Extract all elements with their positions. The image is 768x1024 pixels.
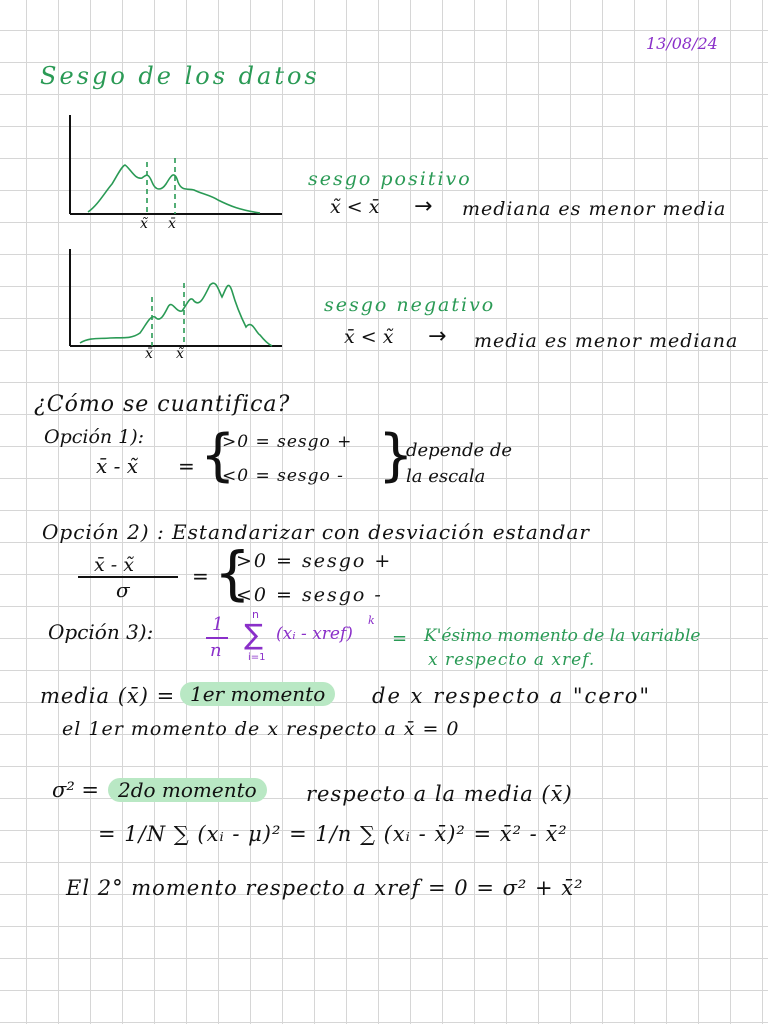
chart2-median-mark: x̃ — [176, 346, 184, 362]
option3-desc2: x respecto a xref. — [428, 650, 596, 670]
moment1-rhs: de x respecto a "cero" — [372, 684, 652, 708]
option1-note2: la escala — [406, 466, 486, 487]
question-heading: ¿Cómo se cuantifica? — [34, 392, 291, 417]
option2-case-negative: <0 = sesgo - — [236, 584, 383, 606]
moment1-line2: el 1er momento de x respecto a x̄ = 0 — [62, 718, 460, 740]
chart1-arrow: → — [414, 194, 433, 219]
option1-expr: x̄ - x̃ — [96, 454, 139, 478]
option1-note1: depende de — [406, 440, 513, 461]
option3-sigma: ∑ — [244, 618, 263, 651]
option2-denominator: σ — [116, 578, 130, 602]
chart2-arrow: → — [428, 324, 447, 349]
option1-left-brace: { — [200, 423, 236, 488]
chart-negative-skew — [60, 245, 290, 355]
chart1-meaning: mediana es menor media — [462, 198, 727, 220]
option1-right-brace: } — [378, 423, 414, 488]
chart2-meaning: media es menor mediana — [474, 330, 739, 352]
option3-desc1: K'ésimo momento de la variable — [424, 626, 701, 646]
chart2-relation: x̄ < x̃ — [344, 326, 394, 348]
option2-label: Opción 2) : Estandarizar con desviación estandar — [42, 520, 590, 544]
chart2-distribution-curve — [80, 283, 272, 346]
page-title: Sesgo de los datos — [40, 62, 320, 90]
option1-eq: = — [178, 454, 195, 478]
date: 13/08/24 — [646, 34, 718, 53]
option2-numerator: x̄ - x̃ — [94, 554, 134, 576]
option3-frac-num: 1 — [212, 614, 224, 635]
moment1-highlight: 1er momento — [180, 682, 335, 706]
option3-label: Opción 3): — [48, 620, 154, 644]
chart2-label: sesgo negativo — [324, 294, 496, 316]
option3-fraction-bar — [206, 637, 228, 639]
option2-left-brace: { — [214, 539, 251, 607]
option3-frac-den: n — [210, 640, 222, 661]
option3-sum-top: n — [252, 608, 259, 621]
option3-sum-bottom: i=1 — [248, 652, 266, 663]
chart1-distribution-curve — [88, 165, 260, 213]
option1-case-positive: >0 = sesgo + — [222, 432, 353, 452]
option2-case-positive: >0 = sesgo + — [236, 550, 393, 572]
option1-label: Opción 1): — [44, 426, 145, 448]
chart1-mean-mark: x̄ — [168, 216, 176, 232]
option2-eq: = — [192, 564, 209, 588]
moment2-lhs: σ² = — [52, 778, 100, 802]
option3-eq: = — [392, 628, 408, 649]
moment2-line2: = 1/N ∑ (xᵢ - μ)² = 1/n ∑ (xᵢ - x̄)² = x̄² - x̄² — [98, 822, 568, 846]
moment2-line3: El 2° momento respecto a xref = 0 = σ² + x̄² — [66, 876, 584, 900]
chart2-mean-mark: x̄ — [145, 346, 153, 362]
option3-power: k — [368, 614, 375, 627]
chart1-median-mark: x̃ — [140, 216, 148, 232]
moment1-lhs: media (x̄) = — [40, 684, 176, 708]
option1-case-negative: <0 = sesgo - — [222, 466, 344, 486]
chart1-relation: x̃ < x̄ — [330, 196, 380, 218]
moment2-rhs: respecto a la media (x̄) — [306, 782, 573, 806]
moment2-highlight: 2do momento — [108, 778, 267, 802]
chart1-label: sesgo positivo — [308, 168, 472, 190]
option3-term: (xᵢ - xref) — [276, 624, 353, 644]
